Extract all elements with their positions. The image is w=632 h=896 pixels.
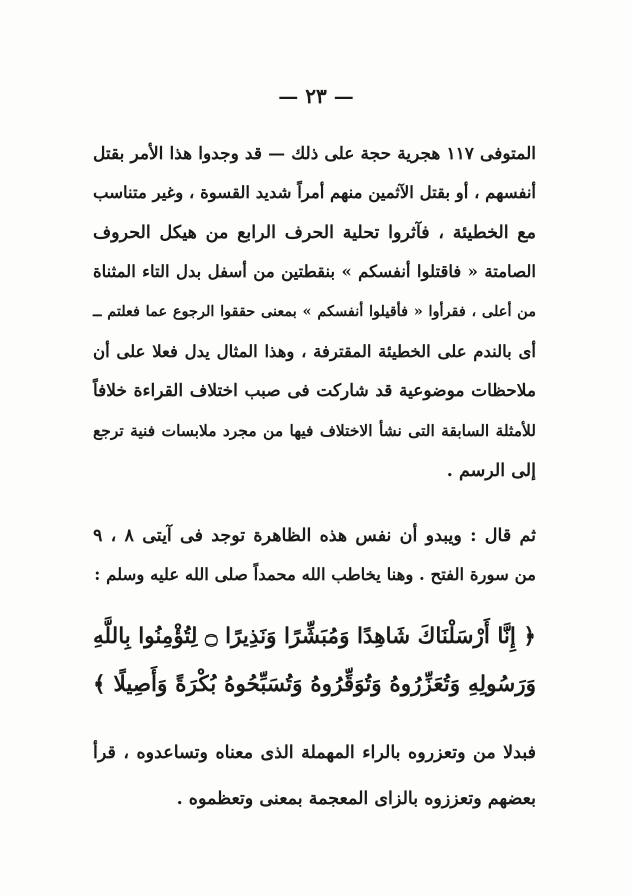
quran-verse-line: وَرَسُولِهِ وَتُعَزِّرُوهُ وَتُوَقِّرُوهُ وَتُسَبِّحُوهُ بُكْرَةً وَأَصِيلًا ﴾ — [93, 672, 536, 697]
text-line: المتوفى ١١٧ هجرية حجة على ذلك — قد وجدوا هذا الأمر بقتل — [93, 144, 536, 164]
text-line: ملاحظات موضوعية قد شاركت فى صبب اختلاف القراءة خلافاً — [93, 381, 536, 401]
text-line: ثم قال : ويبدو أن نفس هذه الظاهرة توجد فى آيتى ٨ ، ٩ — [93, 526, 536, 546]
text-line: فبدلا من وتعزروه بالراء المهملة الذى معناه وتساعدوه ، قرأ — [93, 743, 536, 763]
text-line: إلى الرسم . — [446, 461, 536, 481]
text-line: أى بالندم على الخطيئة المقترفة ، وهذا المثال يدل فعلا على أن — [93, 342, 536, 361]
text-line: بعضهم وتعززوه بالزاى المعجمة بمعنى وتعظموه . — [176, 789, 536, 809]
text-line: من أعلى ، فقرأوا « فأقيلوا أنفسكم » بمعنى حققوا الرجوع عما فعلتم ــ — [93, 303, 536, 320]
page-number: — ٢٣ — — [278, 84, 354, 108]
text-line: للأمثلة السابقة التى نشأ الاختلاف فيها من مجرد ملابسات فنية ترجع — [93, 421, 536, 440]
text-line: الصامتة « فاقتلوا أنفسكم » بنقطتين من أسفل بدل التاء المثناة — [93, 262, 536, 281]
text-line: مع الخطيئة ، فآثروا تحلية الحرف الرابع من هيكل الحروف — [93, 223, 536, 243]
text-line: أنفسهم ، أو بقتل الآثمين منهم أمراً شديد القسوة ، وغير متناسب — [93, 183, 536, 202]
text-line: من سورة الفتح . وهنا يخاطب الله محمداً صلى الله عليه وسلم : — [94, 565, 536, 584]
quran-verse-line: ﴿ إِنَّا أَرْسَلْنَاكَ شَاهِدًا وَمُبَشِّرًا وَنَذِيرًا ۝ لِتُؤْمِنُوا بِاللَّهِ — [93, 624, 536, 649]
